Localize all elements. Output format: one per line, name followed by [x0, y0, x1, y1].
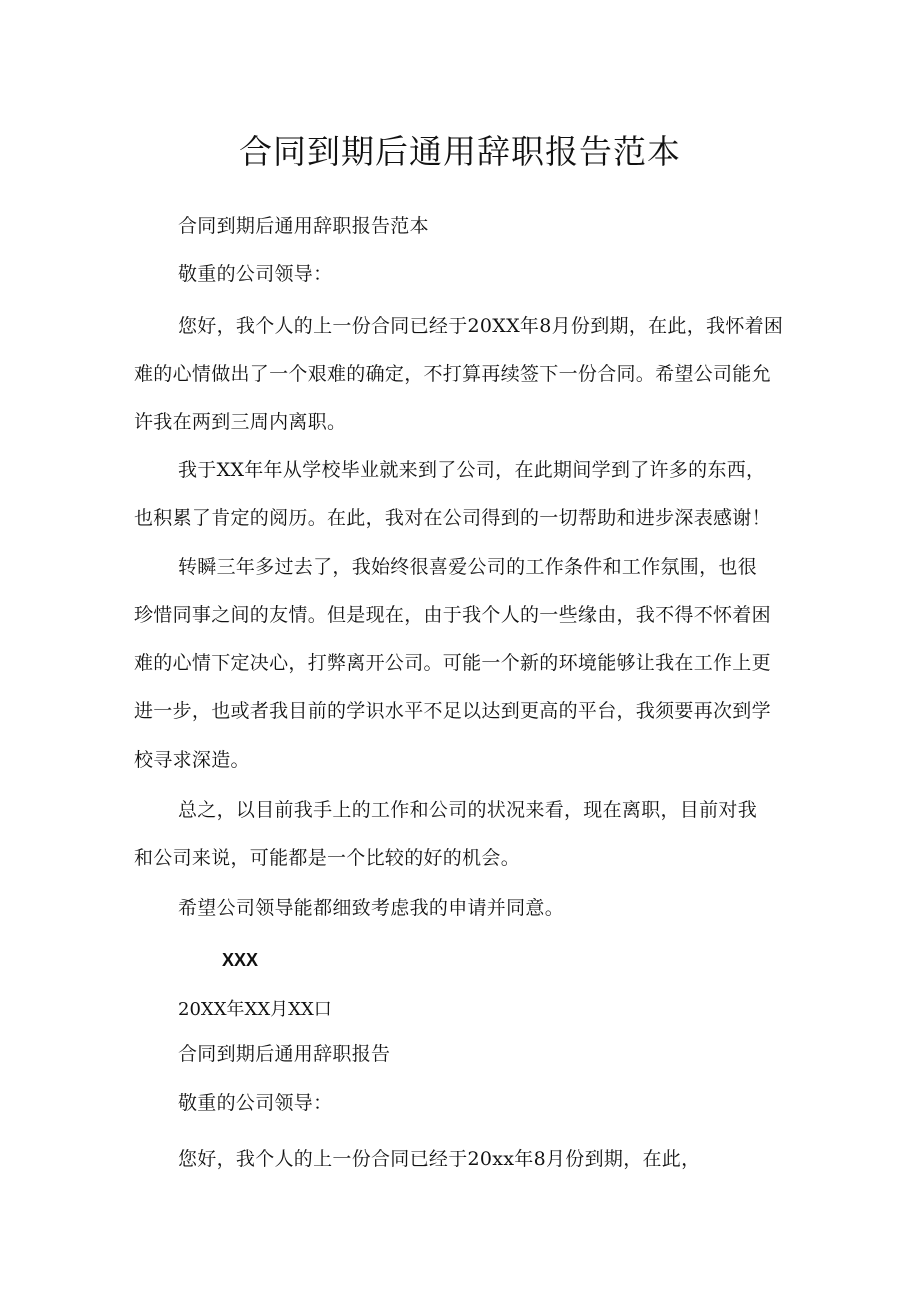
- paragraph-3-line-5: 校寻求深造。: [134, 749, 250, 771]
- paragraph-4-line-2: 和公司来说，可能都是一个比较的好的机会。: [134, 847, 521, 869]
- paragraph-3-line-3: 难的心情下定决心，打弊离开公司。可能一个新的环境能够让我在工作上更: [134, 652, 771, 674]
- subtitle-first: 合同到期后通用辞职报告范本: [178, 215, 429, 237]
- paragraph-2-line-2: 也积累了肯定的阅历。在此，我对在公司得到的一切帮助和进步深表感谢！: [134, 507, 771, 529]
- paragraph-6: 您好，我个人的上一份合同已经于20xx年8月份到期，在此，: [178, 1148, 701, 1170]
- salutation-first: 敬重的公司领导：: [178, 263, 333, 285]
- paragraph-3-line-1: 转瞬三年多过去了，我始终很喜爱公司的工作条件和工作氛围，也很: [178, 556, 758, 578]
- paragraph-3-line-4: 进一步，也或者我目前的学识水平不足以达到更高的平台，我须要再次到学: [134, 700, 771, 722]
- signature-date: 20XX年XX月XX口: [178, 999, 332, 1020]
- paragraph-2-line-1: 我于XX年年从学校毕业就来到了公司，在此期间学到了许多的东西，: [178, 459, 766, 481]
- paragraph-4-line-1: 总之，以目前我手上的工作和公司的状况来看，现在离职，目前对我: [178, 799, 758, 821]
- paragraph-5: 希望公司领导能都细致考虑我的申请并同意。: [178, 897, 565, 919]
- subtitle-second: 合同到期后通用辞职报告: [178, 1043, 391, 1065]
- salutation-second: 敬重的公司领导：: [178, 1092, 333, 1114]
- paragraph-3-line-2: 珍惜同事之间的友情。但是现在，由于我个人的一些缘由，我不得不怀着困: [134, 604, 771, 626]
- paragraph-1-line-2: 难的心情做出了一个艰难的确定，不打算再续签下一份合同。希望公司能允: [134, 363, 771, 385]
- document-title: 合同到期后通用辞职报告范本: [239, 132, 681, 171]
- paragraph-1-line-1: 您好，我个人的上一份合同已经于20XX年8月份到期，在此，我怀着困: [178, 315, 784, 337]
- paragraph-1-line-3: 许我在两到三周内离职。: [134, 411, 347, 433]
- signature-name: XXX: [222, 950, 259, 970]
